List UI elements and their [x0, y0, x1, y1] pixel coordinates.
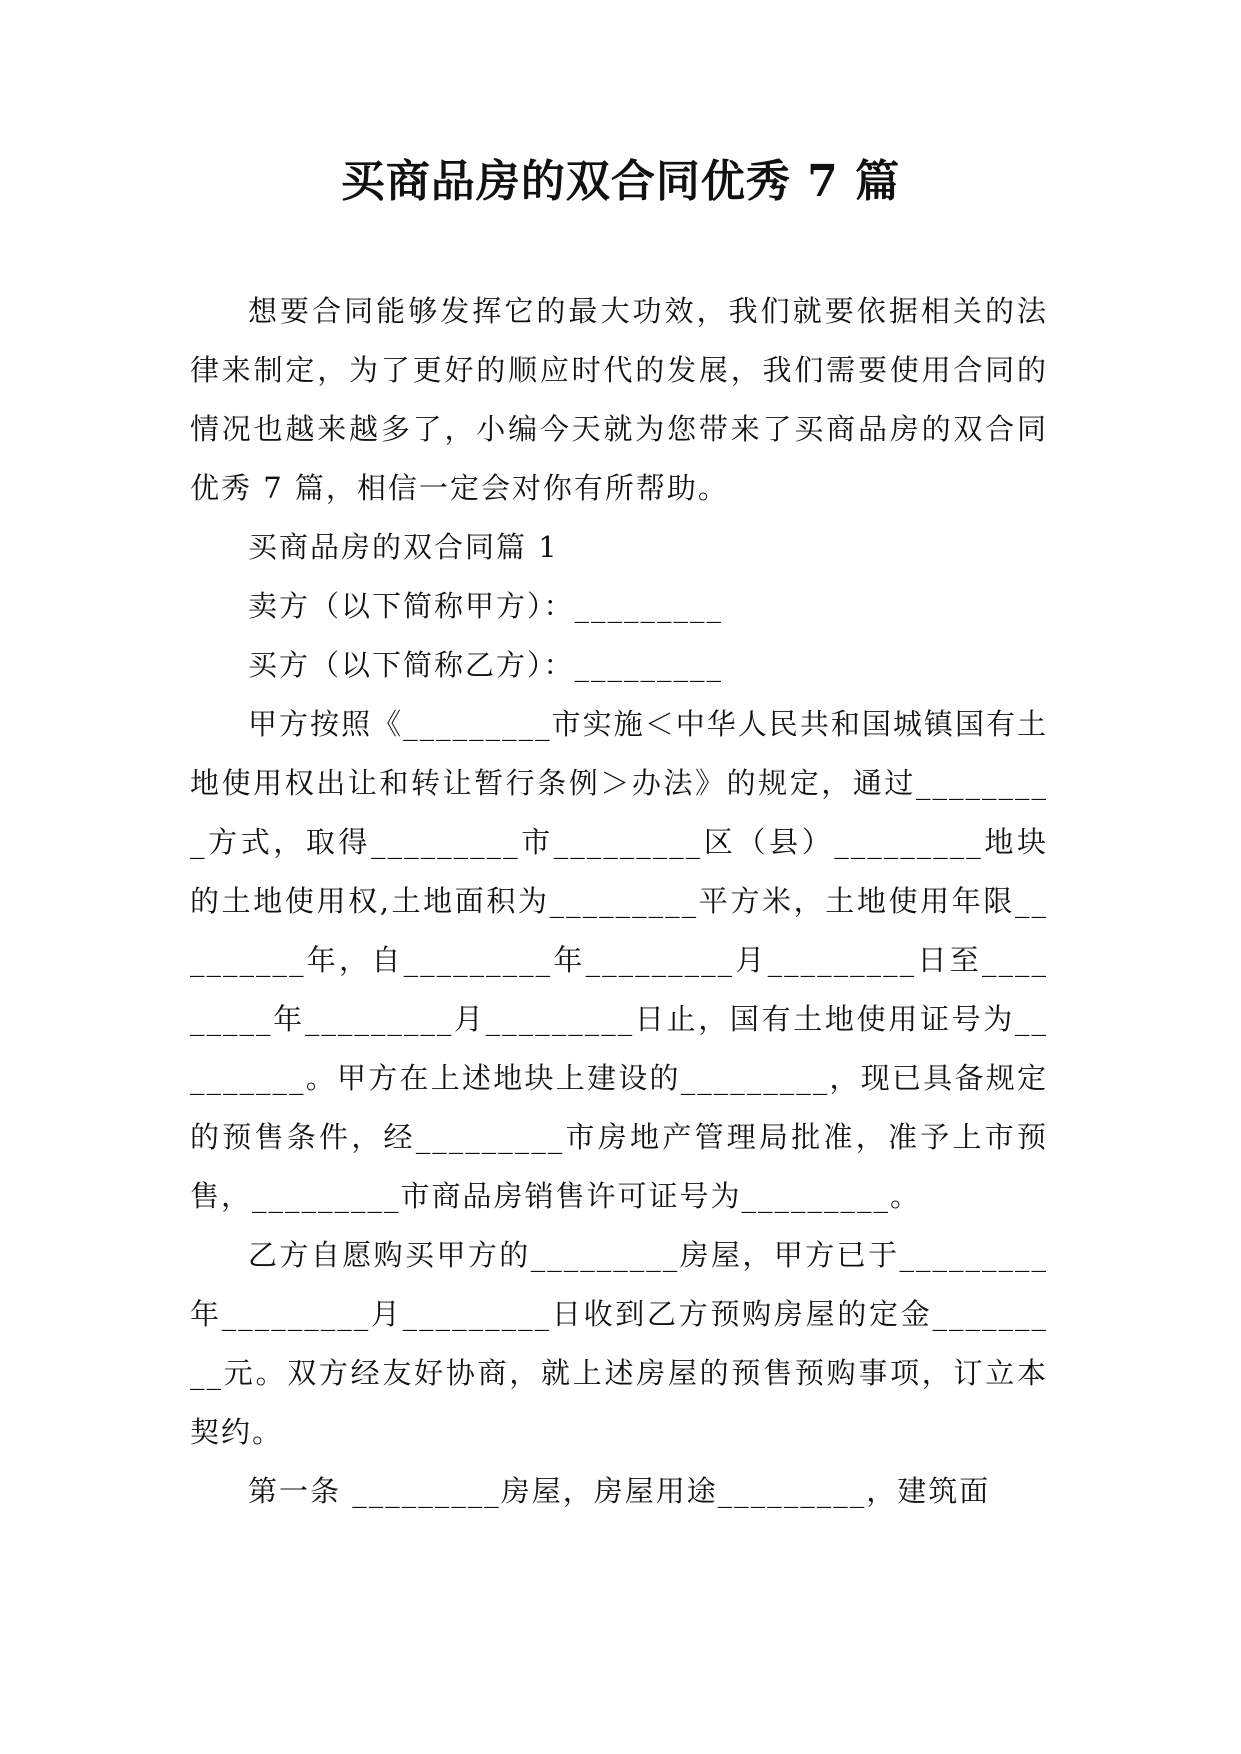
seller-line: 卖方（以下简称甲方）：_________: [248, 589, 724, 623]
document-title: 买商品房的双合同优秀 7 篇: [340, 156, 901, 207]
article-one-paragraph: 第一条 _________房屋，房屋用途_________，建筑面: [248, 1474, 991, 1508]
buyer-line: 买方（以下简称乙方）：_________: [248, 648, 724, 682]
land-use-paragraph: 甲方按照《_________市实施＜中华人民共和国城镇国有土地使用权出让和转让暂行条例＞办法》的规定，通过_________方式，取得_________市_________区（县）_________地块的土地使用权,土地面积为_________平方米，土地使用年限_________年，自_________年_________月_________日至_________年_________月_________日止，国有土地使用证号为_________。甲方在上述地块上建设的_________，现已具备规定的预售条件，经_________市房地产管理局批准，准予上市预售，_________市商品房销售许可证号为_________。: [190, 707, 1048, 1213]
document-body: [190, 282, 1048, 1521]
deposit-paragraph: 乙方自愿购买甲方的_________房屋，甲方已于_________年_________月_________日收到乙方预购房屋的定金_________元。双方经友好协商，就上述房屋的预售预购事项，订立本契约。: [190, 1238, 1048, 1449]
intro-paragraph: 想要合同能够发挥它的最大功效，我们就要依据相关的法律来制定，为了更好的顺应时代的发展，我们需要使用合同的情况也越来越多了，小编今天就为您带来了买商品房的双合同优秀 7 篇，相信一定会对你有所帮助。: [190, 294, 1048, 505]
section-heading: 买商品房的双合同篇 1: [248, 530, 559, 564]
